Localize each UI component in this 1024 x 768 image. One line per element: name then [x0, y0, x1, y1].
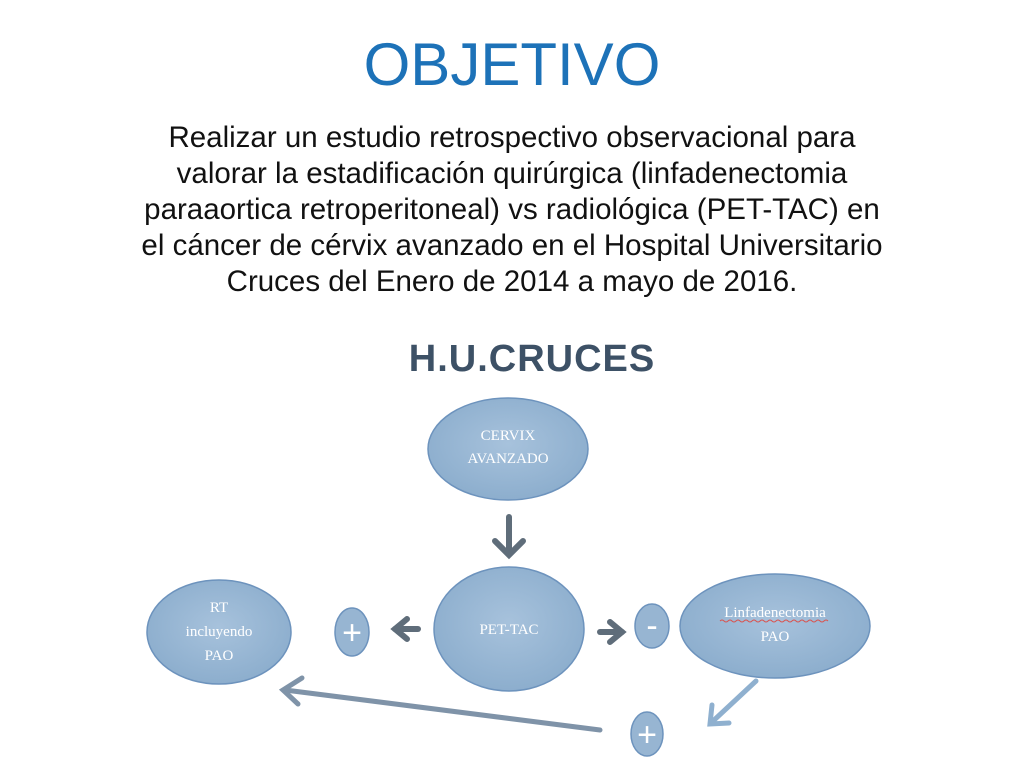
cervix-label-line2: AVANZADO — [467, 451, 549, 467]
plus-sign-left — [335, 608, 369, 656]
rt-label-line3: PAO — [204, 648, 234, 664]
linfa-label-line1: Linfadenectomia — [724, 605, 826, 621]
minus-right-label: - — [646, 607, 658, 645]
rt-label-line2: incluyendo — [185, 624, 253, 640]
arrow-down-icon — [495, 517, 523, 555]
arrow-left-icon — [395, 619, 418, 639]
pet-tac-node — [434, 567, 584, 691]
cervix-node — [428, 398, 588, 500]
rt-label-line1: RT — [209, 600, 229, 616]
minus-sign-right — [635, 604, 669, 648]
arrow-return-icon — [283, 678, 600, 730]
slide-title: OBJETIVO — [363, 31, 661, 98]
linfa-label-line2: PAO — [760, 629, 790, 645]
plus-left-label: + — [342, 614, 362, 652]
diagram-heading: H.U.CRUCES — [408, 338, 656, 380]
pet-tac-label: PET-TAC — [479, 622, 539, 638]
paragraph-line: valorar la estadificación quirúrgica (linfadenectomia — [176, 157, 848, 190]
cervix-label-line1: CERVIX — [480, 428, 536, 444]
plus-bottom-label: + — [637, 716, 657, 754]
arrow-diagonal-icon — [710, 681, 756, 724]
paragraph-line: Cruces del Enero de 2014 a mayo de 2016. — [226, 265, 798, 298]
arrow-right-icon — [600, 622, 622, 642]
plus-sign-bottom — [631, 712, 663, 756]
paragraph-line: Realizar un estudio retrospectivo observacional para — [168, 121, 856, 154]
rt-node — [147, 580, 291, 684]
linfadenectomia-node — [680, 574, 870, 678]
paragraph-line: el cáncer de cérvix avanzado en el Hospital Universitario — [141, 229, 883, 262]
paragraph-line: paraaortica retroperitoneal) vs radiológica (PET-TAC) en — [144, 193, 880, 226]
